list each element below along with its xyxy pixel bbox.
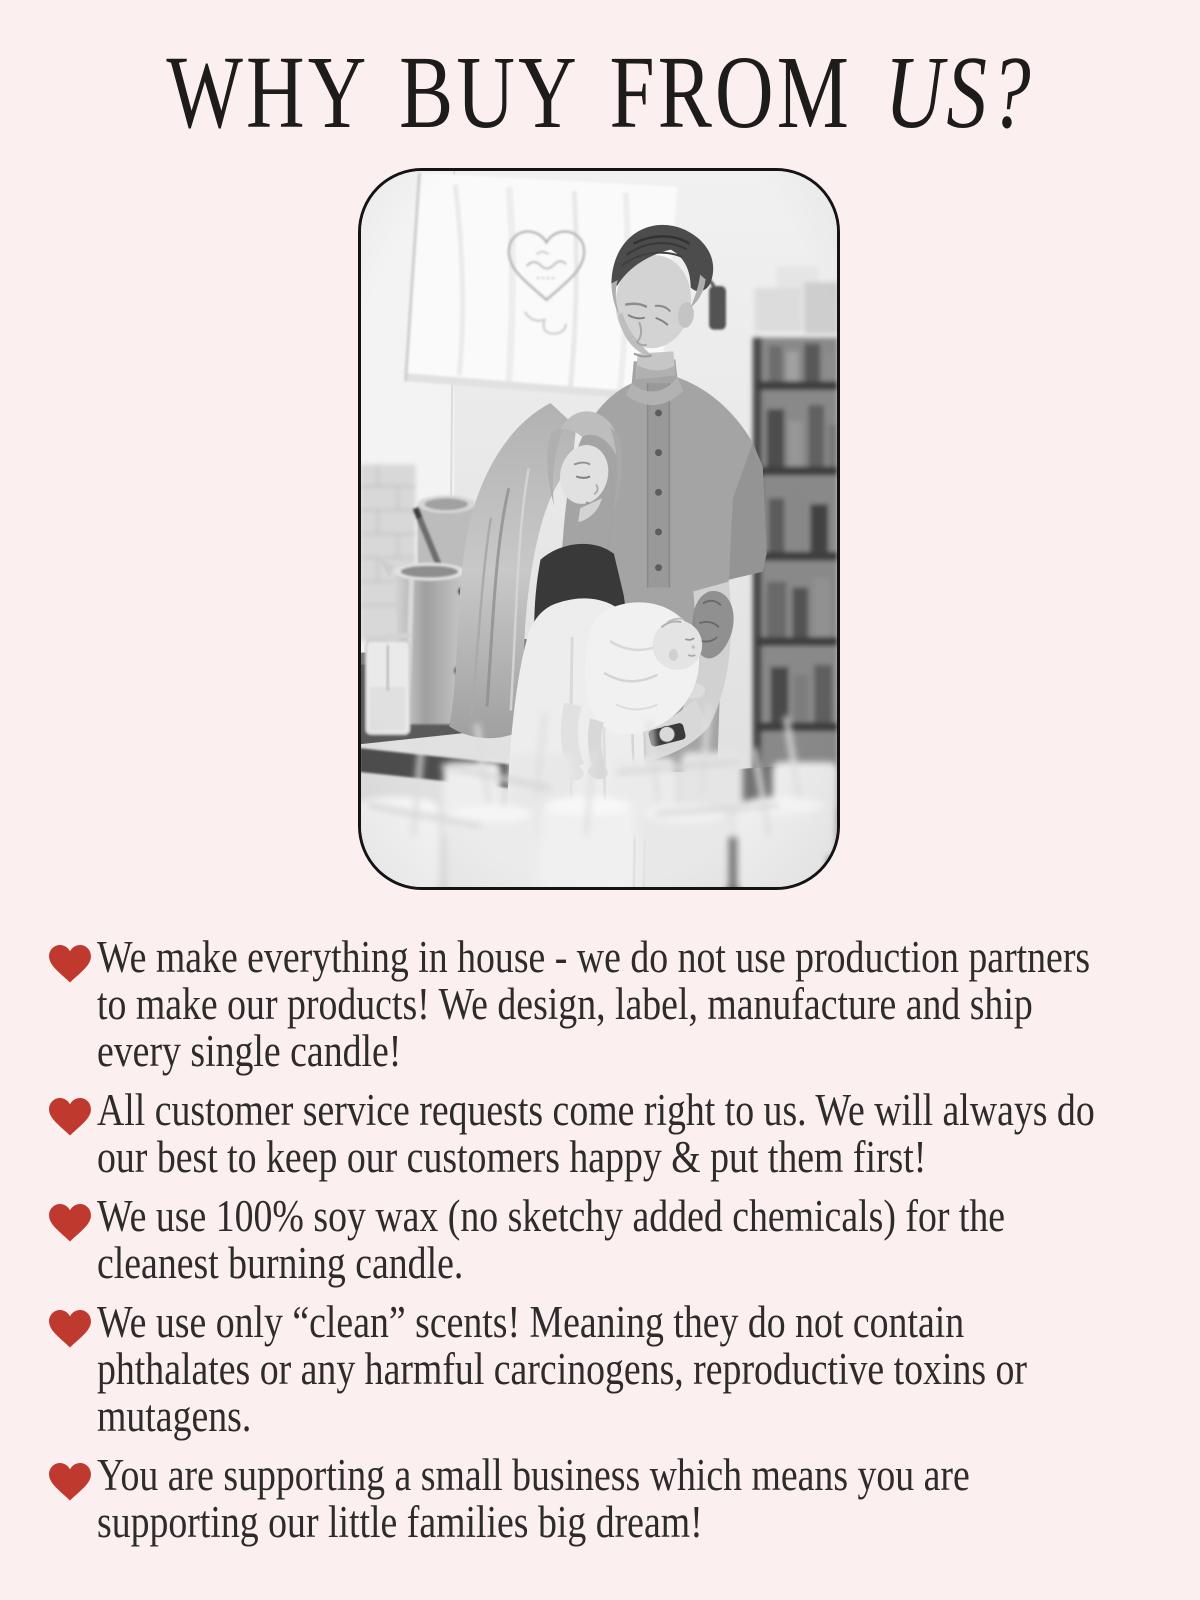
- benefits-list: [48, 934, 1188, 1558]
- heart-icon: [48, 1310, 92, 1348]
- bullet-line: We make everything in house - we do not use production partners: [97, 932, 1091, 982]
- bullet-text: [97, 1299, 1188, 1440]
- bullet-line: You are supporting a small business which means you are: [97, 1450, 970, 1500]
- family-photo-illustration: [361, 171, 837, 887]
- list-item: [48, 1452, 1188, 1546]
- list-item: [48, 1299, 1188, 1440]
- title-emphasis: US?: [884, 35, 1034, 150]
- list-item: [48, 934, 1188, 1075]
- bullet-line: supporting our little families big dream!: [97, 1497, 703, 1547]
- page-title: [0, 35, 1200, 150]
- bullet-line: mutagens.: [97, 1391, 252, 1441]
- bullet-line: We use only “clean” scents! Meaning they do not contain: [97, 1297, 965, 1347]
- family-photo: [358, 168, 840, 890]
- heart-icon: [48, 1204, 92, 1242]
- bullet-line: We use 100% soy wax (no sketchy added chemicals) for the: [97, 1191, 1006, 1241]
- bullet-line: our best to keep our customers happy & put them first!: [97, 1132, 927, 1182]
- bullet-text: [97, 1452, 1188, 1546]
- heart-icon: [48, 1098, 92, 1136]
- list-item: [48, 1193, 1188, 1287]
- bullet-text: [97, 934, 1188, 1075]
- bullet-text: [97, 1087, 1188, 1181]
- list-item: [48, 1087, 1188, 1181]
- bullet-text: [97, 1193, 1188, 1287]
- bullet-line: phthalates or any harmful carcinogens, reproductive toxins or: [97, 1344, 1027, 1394]
- bullet-line: every single candle!: [97, 1026, 402, 1076]
- heart-icon: [48, 945, 92, 983]
- bullet-line: All customer service requests come right to us. We will always do: [97, 1085, 1095, 1135]
- bullet-line: to make our products! We design, label, manufacture and ship: [97, 979, 1033, 1029]
- heart-icon: [48, 1463, 92, 1501]
- bullet-line: cleanest burning candle.: [97, 1238, 464, 1288]
- title-main: WHY BUY FROM: [166, 35, 852, 150]
